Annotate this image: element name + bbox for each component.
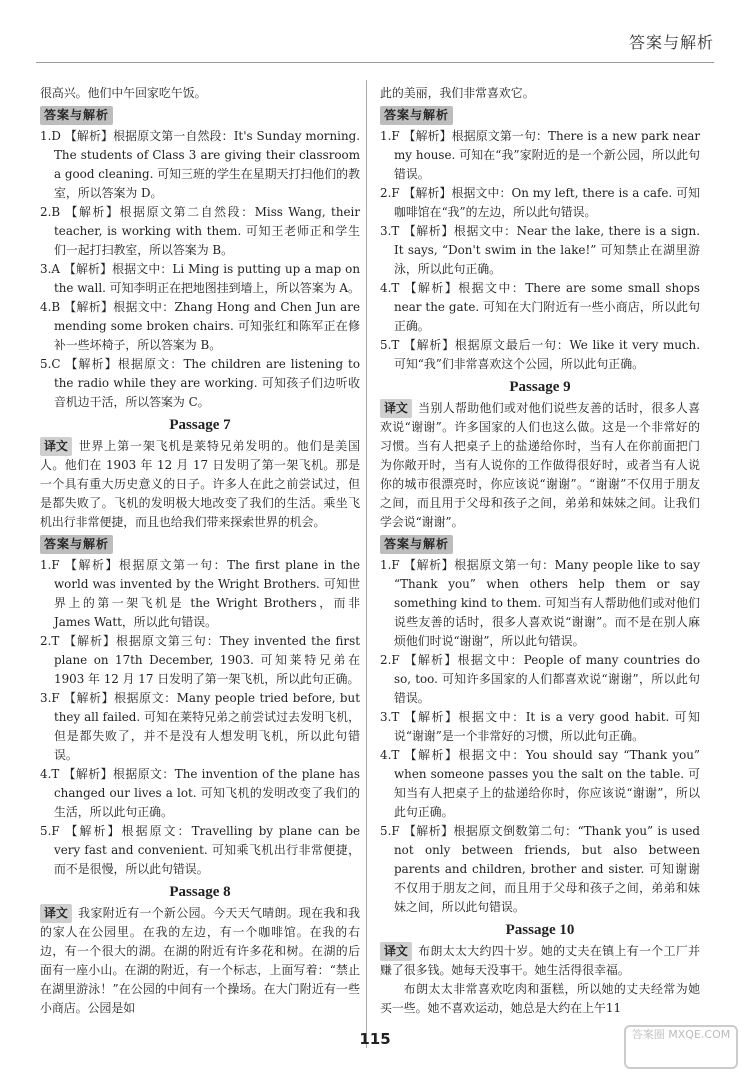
passage7-translation: 世界上第一架飞机是莱特兄弟发明的。他们是美国人。他们在 1903 年 12 月 17 日发明了第一架飞机。那是一个具有重大历史意义的日子。许多人在此之前尝试过，但是都失败了。飞机的发明极大地改变了我们的生活。乘坐飞机出行非常便捷，而且也给我们带来探索世界的机会。 — [40, 439, 360, 529]
answer-item: 1.D 【解析】根据原文第一自然段：It's Sunday morning. The students of Class 3 are giving their classroom a good cleaning. 可知三班的学生在星期天打扫他们的教室，所以答案为 D。 — [40, 129, 360, 200]
answer-item: 2.F 【解析】根据文中：People of many countries do so, too. 可知许多国家的人们都喜欢说“谢谢”，所以此句错误。 — [380, 653, 700, 705]
header-rule — [36, 62, 714, 63]
answer-item: 2.T 【解析】根据原文第三句：They invented the first plane on 17th December, 1903. 可知莱特兄弟在 1903 年 12 月 17 日发明了第一架飞机，所以此句正确。 — [40, 634, 360, 686]
passage9-title: Passage 9 — [509, 379, 571, 395]
answer-item: 4.T 【解析】根据原文：The invention of the plane has changed our lives a lot. 可知飞机的发明改变了我们的生活，所以此句正确。 — [40, 767, 360, 819]
passage10-translation-1: 布朗太太大约四十岁。她的丈夫在镇上有一个工厂并赚了很多钱。她每天没事干。她生活得很幸福。 — [380, 944, 700, 977]
answer-item: 4.B 【解析】根据文中：Zhang Hong and Chen Jun are mending some broken chairs. 可知张红和陈军正在修补一些坏椅子，所以答案为 B。 — [40, 300, 360, 352]
answer-item: 3.T 【解析】根据文中：Near the lake, there is a sign. It says, “Don't swim in the lake!” 可知禁止在湖里游泳，所以此句正确。 — [380, 224, 700, 276]
answer-item: 1.F 【解析】根据原文第一句：Many people like to say “Thank you” when others help them or say something kind to them. 可知当有人帮助他们或对他们说些友善的话时，很多人喜欢说“谢谢”。而不是在别人麻烦他们时说“谢谢”，所以此句错误。 — [380, 558, 700, 648]
header-title: 答案与解析 — [628, 33, 714, 52]
passage8-answers — [380, 127, 700, 374]
passage8-translation: 我家附近有一个新公园。今天天气晴朗。现在我和我的家人在公园里。在我的左边，有一个咖啡馆。在我的右边，有一个很大的湖。在湖的附近有许多花和树。在湖的后面有一座小山。在湖的附近，有一个标志，上面写着：“禁止在湖里游泳！”在公园的中间有一个操场。在大门附近有一些小商店。公园是如 — [40, 906, 360, 1015]
passage6-answers — [40, 127, 360, 412]
right-intro: 此的美丽，我们非常喜欢它。 — [380, 86, 535, 100]
translation-label: 译文 — [40, 904, 72, 923]
right-column — [380, 84, 700, 1018]
answer-item: 5.T 【解析】根据原文最后一句：We like it very much. 可知“我”们非常喜欢这个公园，所以此句正确。 — [380, 338, 700, 371]
passage9-translation: 当别人帮助他们或对他们说些友善的话时，很多人喜欢说“谢谢”。许多国家的人们也这么做。这是一个非常好的习惯。当有人把桌子上的盐递给你时，当有人在你前面把门为你敞开时，当有人说你的工作做得很好时，或者当有人说你的城市很漂亮时，你应该说“谢谢”。“谢谢”不仅用于朋友之间，而且用于父母和孩子之间，弟弟和妹妹之间。让我们学会说“谢谢”。 — [380, 401, 700, 529]
translation-label: 译文 — [380, 942, 412, 961]
passage8-title: Passage 8 — [169, 884, 231, 900]
answers-label: 答案与解析 — [380, 106, 453, 125]
column-divider — [366, 80, 367, 1048]
passage7-answers — [40, 556, 360, 879]
answer-item: 2.F 【解析】根据文中：On my left, there is a cafe. 可知咖啡馆在“我”的左边，所以此句错误。 — [380, 186, 700, 219]
passage9-answers — [380, 556, 700, 917]
passage7-title: Passage 7 — [169, 417, 231, 433]
passage10-title: Passage 10 — [505, 922, 575, 938]
answer-item: 4.T 【解析】根据文中：You should say “Thank you” when someone passes you the salt on the table. 可知当有人把桌子上的盐递给你时，你应该说“谢谢”，所以此句正确。 — [380, 748, 700, 819]
answer-item: 1.F 【解析】根据原文第一句：The first plane in the world was invented by the Wright Brothers. 可知世界上的第一架飞机是 the Wright Brothers，而非 James Watt，所以此句错误。 — [40, 558, 360, 629]
answers-label: 答案与解析 — [380, 535, 453, 554]
left-intro: 很高兴。他们中午回家吃午饭。 — [40, 86, 207, 100]
answer-item: 2.B 【解析】根据原文第二自然段：Miss Wang, their teacher, is working with them. 可知王老师正和学生们一起打扫教室，所以答案为 B。 — [40, 205, 360, 257]
answer-item: 3.T 【解析】根据文中：It is a very good habit. 可知说“谢谢”是一个非常好的习惯，所以此句正确。 — [380, 710, 700, 743]
answer-item: 5.C 【解析】根据原文：The children are listening to the radio while they are working. 可知孩子们边听收音机边干活，所以答案为 C。 — [40, 357, 360, 409]
watermark-logo: 答案圈 MXQE.COM — [624, 1025, 738, 1069]
translation-label: 译文 — [40, 437, 72, 456]
answer-item: 3.F 【解析】根据原文：Many people tried before, but they all failed. 可知在莱特兄弟之前尝试过去发明飞机，但是都失败了，并不是没有人想发明飞机，所以此句错误。 — [40, 691, 360, 762]
answer-item: 5.F 【解析】根据原文倒数第二句：“Thank you” is used not only between friends, but also between parents and children, brother and sister. 可知谢谢不仅用于朋友之间，而且用于父母和孩子之间，弟弟和妹妹之间，所以此句错误。 — [380, 824, 700, 914]
answer-item: 1.F 【解析】根据原文第一句：There is a new park near my house. 可知在“我”家附近的是一个新公园，所以此句错误。 — [380, 129, 700, 181]
page-number: 115 — [359, 1030, 391, 1048]
passage10-translation-2: 布朗太太非常喜欢吃肉和蛋糕，所以她的丈夫经常为她买一些。她不喜欢运动，她总是大约在上午11 — [380, 982, 700, 1015]
answers-label: 答案与解析 — [40, 535, 113, 554]
left-column — [40, 84, 360, 1018]
answers-label: 答案与解析 — [40, 106, 113, 125]
translation-label: 译文 — [380, 399, 412, 418]
answer-item: 5.F 【解析】根据原文：Travelling by plane can be very fast and convenient. 可知乘飞机出行非常便捷，而不是很慢，所以此句错误。 — [40, 824, 360, 876]
answer-item: 4.T 【解析】根据文中：There are some small shops near the gate. 可知在大门附近有一些小商店，所以此句正确。 — [380, 281, 700, 333]
answer-item: 3.A 【解析】根据文中：Li Ming is putting up a map on the wall. 可知李明正在把地图挂到墙上，所以答案为 A。 — [40, 262, 360, 295]
